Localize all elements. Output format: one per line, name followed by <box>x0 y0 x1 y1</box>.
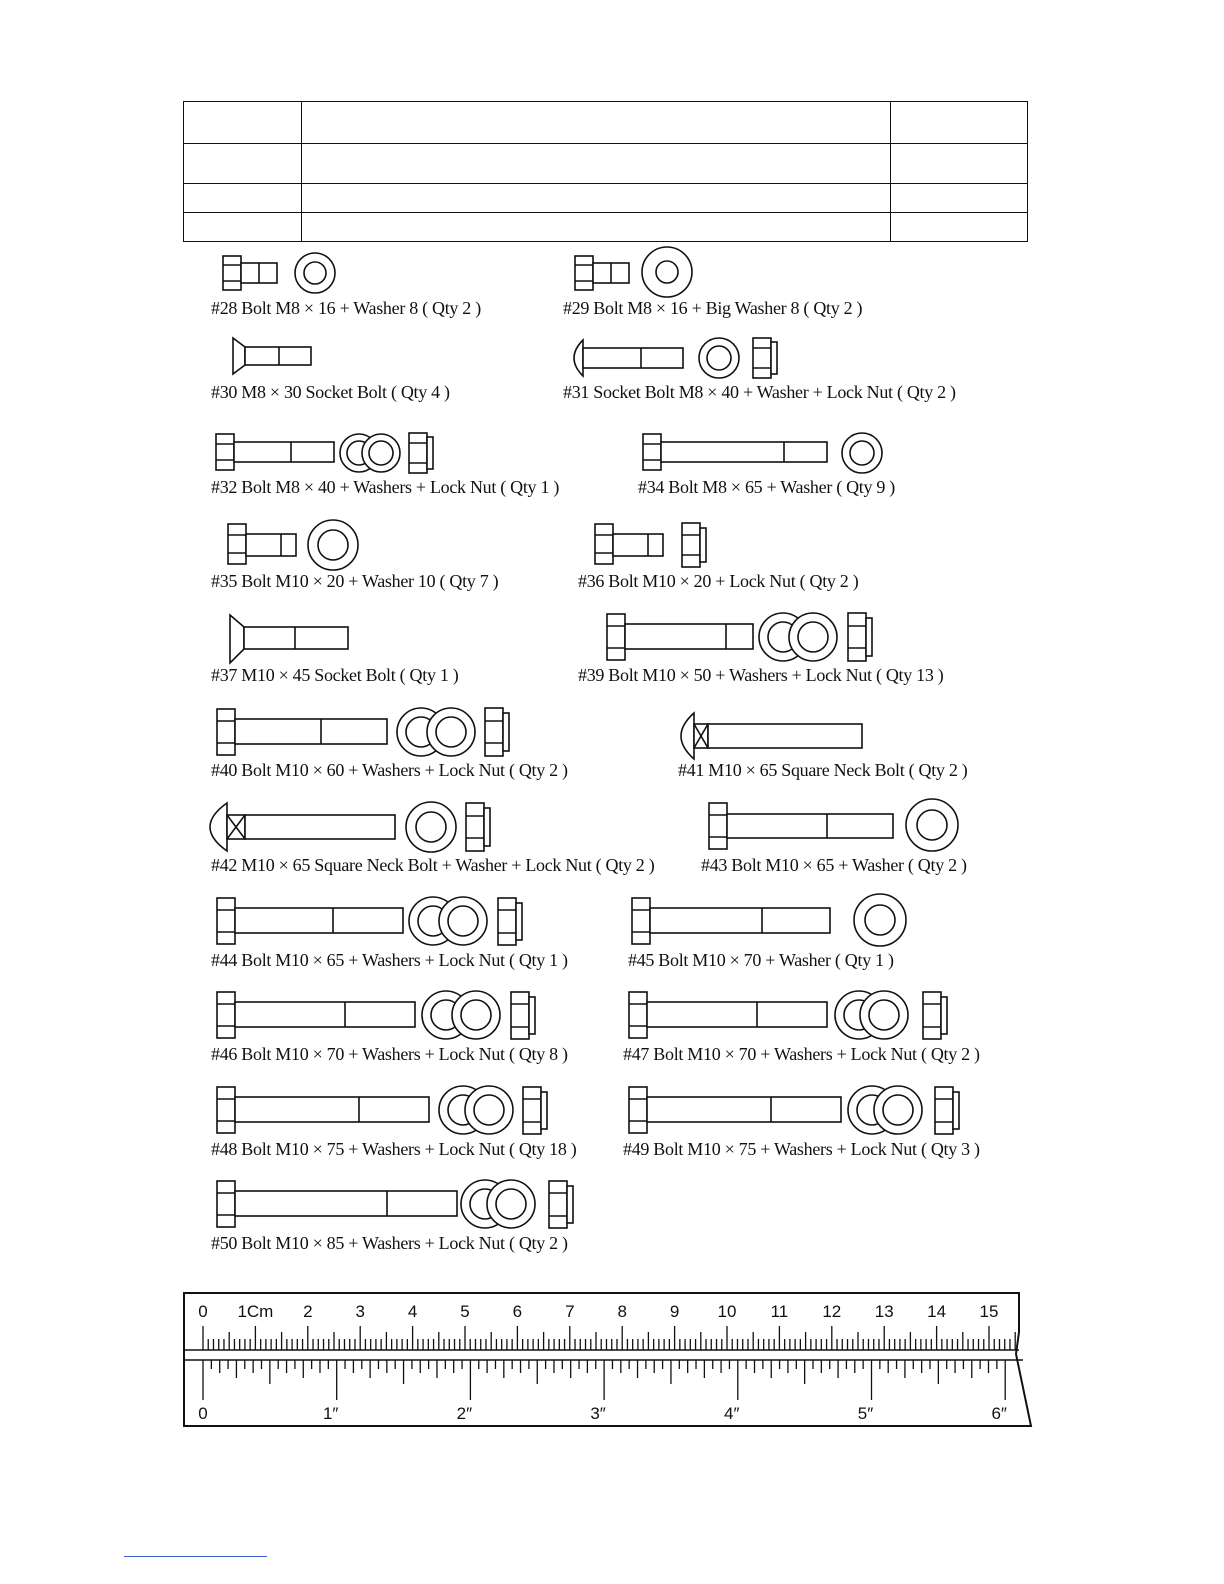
hex-bolt-washers-lock-nut-icon <box>183 992 623 1044</box>
part-label: #48 Bolt M10 × 75 + Washers + Lock Nut ( Qty 18 ) <box>211 1139 577 1159</box>
inch-label: 0 <box>198 1404 208 1423</box>
part-label: #45 Bolt M10 × 70 + Washer ( Qty 1 ) <box>628 950 894 970</box>
inch-label: 1″ <box>322 1404 339 1423</box>
part-45 <box>600 898 1000 976</box>
part-label: #50 Bolt M10 × 85 + Washers + Lock Nut ( Qty 2 ) <box>211 1233 568 1253</box>
table-cell <box>302 184 891 213</box>
part-label: #39 Bolt M10 × 50 + Washers + Lock Nut ( Qty 13 ) <box>578 665 944 685</box>
part-label: #41 M10 × 65 Square Neck Bolt ( Qty 2 ) <box>678 760 968 780</box>
table-cell <box>184 213 302 242</box>
cm-label: 13 <box>874 1302 894 1321</box>
part-39 <box>550 613 990 691</box>
hex-bolt-washers-lock-nut-icon <box>595 992 1025 1044</box>
inch-label: 4″ <box>724 1404 740 1423</box>
cm-label: 12 <box>822 1302 842 1321</box>
part-44 <box>183 898 623 976</box>
part-29 <box>535 246 955 324</box>
part-34 <box>610 425 990 503</box>
hex-bolt-washers-lock-nut-icon <box>183 425 623 477</box>
part-label: #46 Bolt M10 × 70 + Washers + Lock Nut ( Qty 8 ) <box>211 1044 568 1064</box>
part-32 <box>183 425 623 503</box>
part-30 <box>183 330 543 408</box>
hex-bolt-washers-lock-nut-icon <box>550 613 990 665</box>
part-label: #37 M10 × 45 Socket Bolt ( Qty 1 ) <box>211 665 459 685</box>
hex-bolt-washer-icon <box>183 519 563 571</box>
footer-link-line <box>124 1556 267 1557</box>
cm-label: 15 <box>979 1302 999 1321</box>
square-neck-bolt-icon <box>650 708 1030 760</box>
cm-label: 1Cm <box>237 1302 274 1321</box>
table-cell <box>891 144 1028 184</box>
part-label: #28 Bolt M8 × 16 + Washer 8 ( Qty 2 ) <box>211 298 481 318</box>
part-48 <box>183 1087 623 1165</box>
table-cell <box>891 213 1028 242</box>
part-35 <box>183 519 563 597</box>
part-42 <box>183 803 703 881</box>
part-label: #47 Bolt M10 × 70 + Washers + Lock Nut ( Qty 2 ) <box>623 1044 980 1064</box>
hex-bolt-big-washer-icon <box>535 246 955 298</box>
cm-label: 8 <box>617 1302 627 1321</box>
cm-label: 14 <box>927 1302 947 1321</box>
table-cell <box>302 213 891 242</box>
cm-label: 7 <box>565 1302 575 1321</box>
cm-label: 11 <box>770 1302 789 1321</box>
part-label: #40 Bolt M10 × 60 + Washers + Lock Nut ( Qty 2 ) <box>211 760 568 780</box>
part-40 <box>183 708 623 786</box>
part-label: #32 Bolt M8 × 40 + Washers + Lock Nut ( Qty 1 ) <box>211 477 560 497</box>
part-36 <box>550 519 930 597</box>
part-label: #34 Bolt M8 × 65 + Washer ( Qty 9 ) <box>638 477 896 497</box>
inch-label: 5″ <box>857 1404 874 1423</box>
table-cell <box>184 184 302 213</box>
socket-bolt-washer-lock-nut-icon <box>535 330 995 382</box>
part-41 <box>650 708 1030 786</box>
cm-label: 2 <box>303 1302 313 1321</box>
hex-bolt-washers-lock-nut-icon <box>183 708 623 760</box>
square-neck-bolt-washer-lock-nut-icon <box>183 803 703 855</box>
cm-label: 5 <box>460 1302 470 1321</box>
part-label: #30 M8 × 30 Socket Bolt ( Qty 4 ) <box>211 382 450 402</box>
hex-bolt-washers-lock-nut-icon <box>183 898 623 950</box>
part-label: #29 Bolt M8 × 16 + Big Washer 8 ( Qty 2 ) <box>563 298 863 318</box>
table-cell <box>184 102 302 144</box>
hex-bolt-washers-lock-nut-icon <box>183 1087 623 1139</box>
part-28 <box>183 246 543 324</box>
part-label: #35 Bolt M10 × 20 + Washer 10 ( Qty 7 ) <box>211 571 499 591</box>
part-label: #36 Bolt M10 × 20 + Lock Nut ( Qty 2 ) <box>578 571 859 591</box>
part-label: #49 Bolt M10 × 75 + Washers + Lock Nut ( Qty 3 ) <box>623 1139 980 1159</box>
cm-label: 6 <box>512 1302 523 1321</box>
cm-label: 10 <box>717 1302 737 1321</box>
cm-label: 4 <box>407 1302 418 1321</box>
part-label: #44 Bolt M10 × 65 + Washers + Lock Nut ( Qty 1 ) <box>211 950 568 970</box>
cm-label: 3 <box>355 1302 365 1321</box>
part-46 <box>183 992 623 1070</box>
cm-label: 9 <box>669 1302 680 1321</box>
part-47 <box>595 992 1025 1070</box>
table-cell <box>891 102 1028 144</box>
inch-label: 6″ <box>991 1404 1007 1423</box>
hex-bolt-washer-icon <box>610 425 990 477</box>
part-label: #42 M10 × 65 Square Neck Bolt + Washer + Lock Nut ( Qty 2 ) <box>211 855 655 875</box>
hex-bolt-washers-lock-nut-icon <box>183 1181 623 1233</box>
part-50 <box>183 1181 623 1259</box>
inch-label: 3″ <box>590 1404 606 1423</box>
hex-bolt-washer-icon <box>673 803 1033 855</box>
part-37 <box>183 613 543 691</box>
part-43 <box>673 803 1033 881</box>
part-31 <box>535 330 995 408</box>
part-label: #43 Bolt M10 × 65 + Washer ( Qty 2 ) <box>701 855 967 875</box>
table-cell <box>184 144 302 184</box>
hex-bolt-washers-lock-nut-icon <box>595 1087 1025 1139</box>
table-cell <box>302 144 891 184</box>
measuring-ruler <box>183 1292 1033 1432</box>
table-cell <box>302 102 891 144</box>
part-label: #31 Socket Bolt M8 × 40 + Washer + Lock Nut ( Qty 2 ) <box>563 382 956 402</box>
socket-bolt-icon <box>183 613 543 665</box>
hex-bolt-washer-icon <box>183 246 543 298</box>
part-49 <box>595 1087 1025 1165</box>
table-cell <box>891 184 1028 213</box>
inch-label: 2″ <box>456 1404 473 1423</box>
socket-bolt-icon <box>183 330 543 382</box>
hex-bolt-washer-icon <box>600 898 1000 950</box>
cm-label: 0 <box>198 1302 208 1321</box>
hex-bolt-lock-nut-icon <box>550 519 930 571</box>
blank-header-table <box>183 101 1028 242</box>
